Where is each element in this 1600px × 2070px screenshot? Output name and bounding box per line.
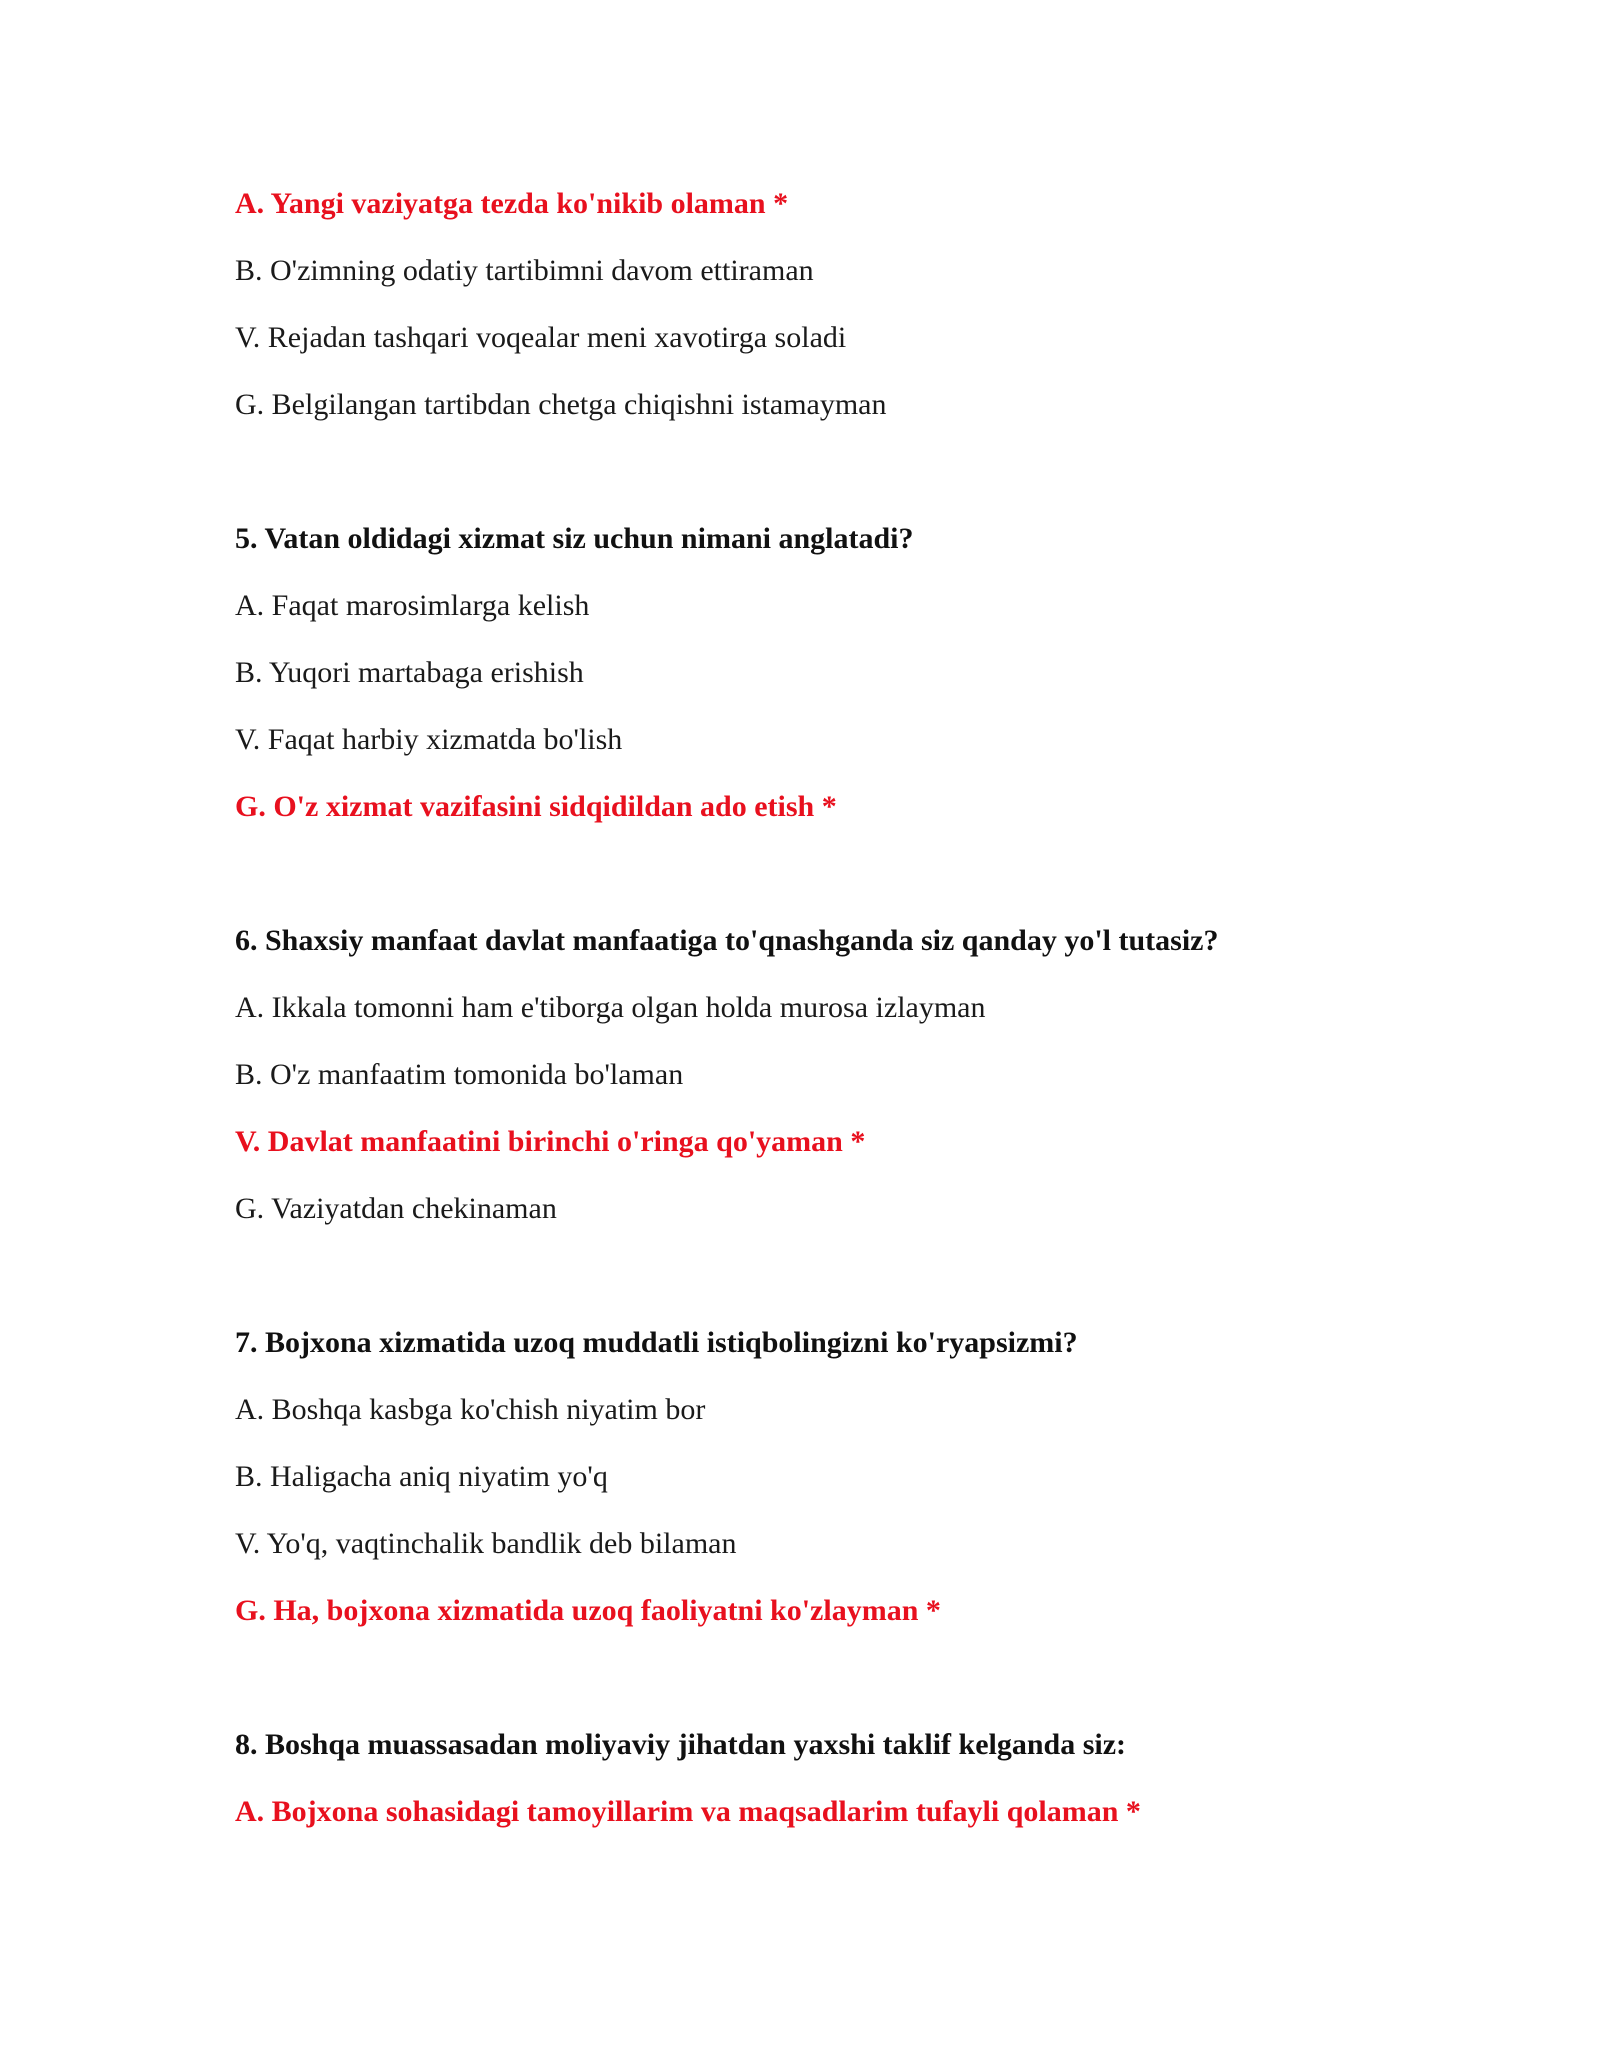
question-6-title: 6. Shaxsiy manfaat davlat manfaatiga to'qnashganda siz qanday yo'l tutasiz? xyxy=(235,924,1219,957)
prev-question-option-b: B. O'zimning odatiy tartibimni davom ettiraman xyxy=(235,254,814,287)
question-8-title: 8. Boshqa muassasadan moliyaviy jihatdan yaxshi taklif kelganda siz: xyxy=(235,1728,1127,1761)
question-7-title: 7. Bojxona xizmatida uzoq muddatli istiqbolingizni ko'ryapsizmi? xyxy=(235,1326,1078,1359)
question-6-option-v: V. Davlat manfaatini birinchi o'ringa qo'yaman * xyxy=(235,1125,866,1158)
question-7-option-a: A. Boshqa kasbga ko'chish niyatim bor xyxy=(235,1393,706,1426)
question-7-option-g: G. Ha, bojxona xizmatida uzoq faoliyatni ko'zlayman * xyxy=(235,1594,941,1627)
prev-question-option-a: A. Yangi vaziyatga tezda ko'nikib olaman * xyxy=(235,187,789,220)
question-5-option-a: A. Faqat marosimlarga kelish xyxy=(235,589,590,622)
prev-question-option-v: V. Rejadan tashqari voqealar meni xavotirga soladi xyxy=(235,321,847,354)
question-6-option-g: G. Vaziyatdan chekinaman xyxy=(235,1192,557,1225)
question-5-title: 5. Vatan oldidagi xizmat siz uchun nimani anglatadi? xyxy=(235,522,914,555)
question-5-option-g: G. O'z xizmat vazifasini sidqidildan ado etish * xyxy=(235,790,837,823)
question-6-option-a: A. Ikkala tomonni ham e'tiborga olgan holda murosa izlayman xyxy=(235,991,986,1024)
question-7-option-b: B. Haligacha aniq niyatim yo'q xyxy=(235,1460,608,1493)
question-7-option-v: V. Yo'q, vaqtinchalik bandlik deb bilaman xyxy=(235,1527,737,1560)
question-5-option-v: V. Faqat harbiy xizmatda bo'lish xyxy=(235,723,623,756)
question-5-option-b: B. Yuqori martabaga erishish xyxy=(235,656,584,689)
prev-question-option-g: G. Belgilangan tartibdan chetga chiqishni istamayman xyxy=(235,388,887,421)
question-8-option-a: A. Bojxona sohasidagi tamoyillarim va maqsadlarim tufayli qolaman * xyxy=(235,1795,1141,1828)
question-6-option-b: B. O'z manfaatim tomonida bo'laman xyxy=(235,1058,684,1091)
